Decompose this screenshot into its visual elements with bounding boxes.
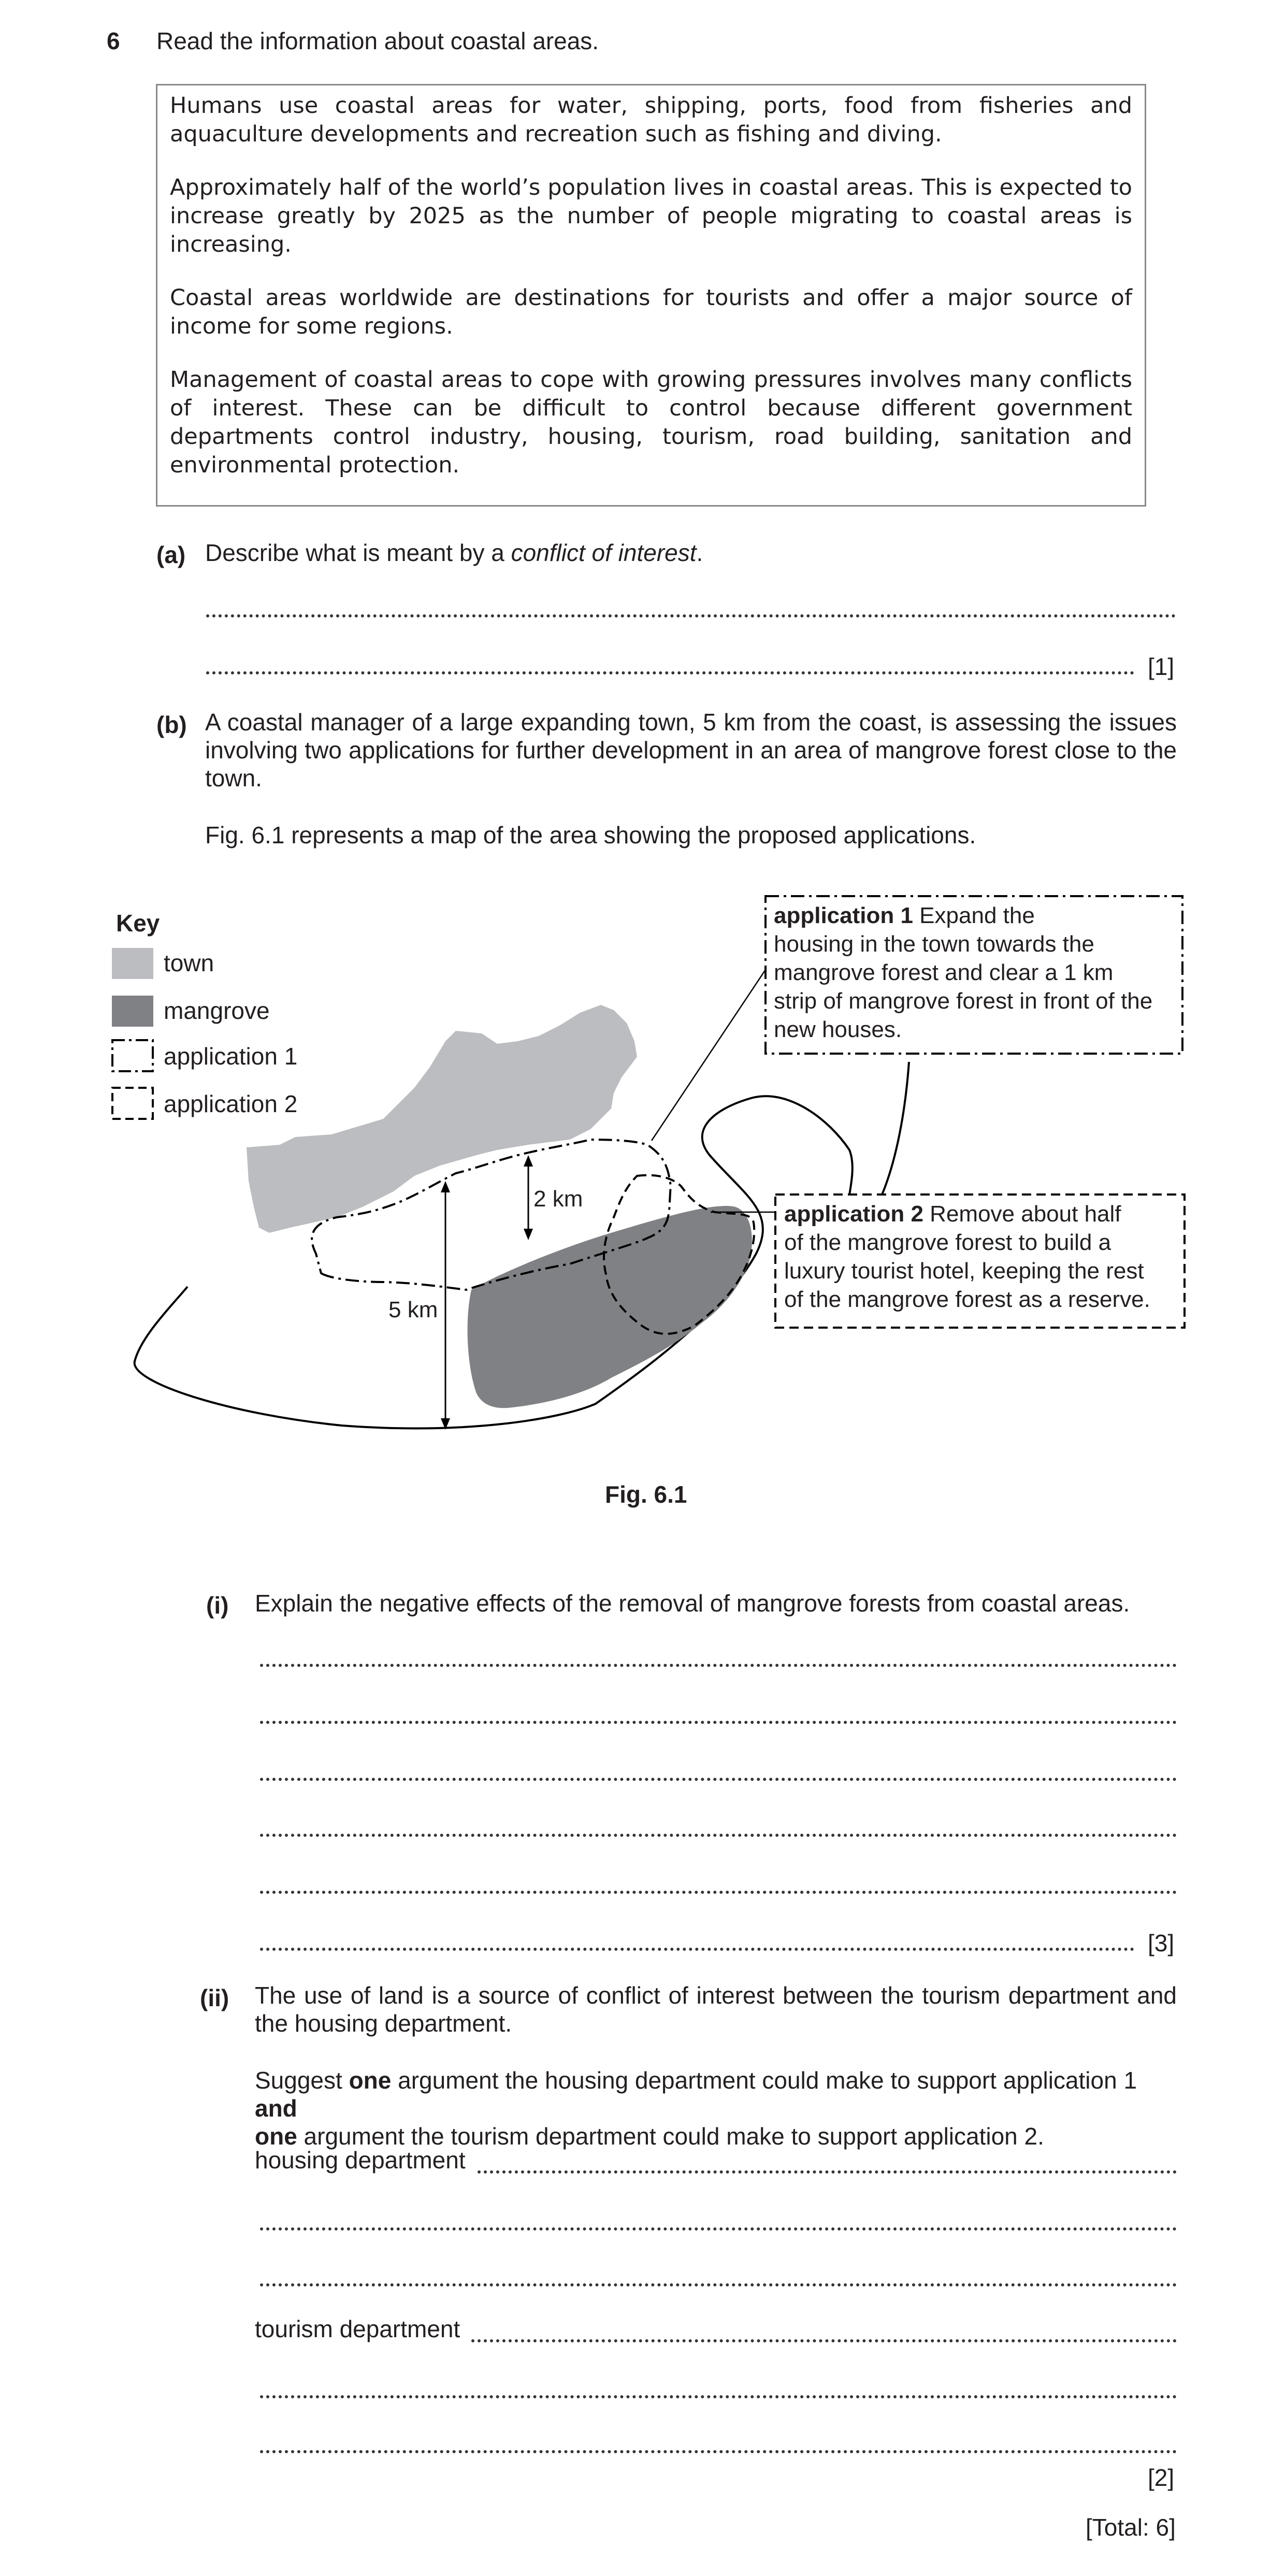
total-marks: [Total: 6] bbox=[1086, 2514, 1176, 2541]
key-swatch-town bbox=[112, 948, 153, 979]
part-b-ii-label: (ii) bbox=[200, 1984, 229, 2011]
application-2-line: of the mangrove forest as a reserve. bbox=[784, 1287, 1150, 1312]
arrowhead-2km-bottom bbox=[524, 1229, 533, 1240]
key-title: Key bbox=[116, 910, 160, 937]
tourism-department-label: tourism department bbox=[255, 2315, 460, 2342]
application-1-line: new houses. bbox=[774, 1017, 902, 1042]
answer-line-a2[interactable] bbox=[206, 671, 1134, 674]
part-a-text: Describe what is meant by a bbox=[205, 539, 511, 566]
suggest-emphasis: one bbox=[349, 2067, 392, 2094]
mangrove-area bbox=[468, 1206, 752, 1408]
key-swatch-application-2 bbox=[112, 1088, 153, 1119]
part-b-text: A coastal manager of a large expanding town, 5 km from the coast, is assessing the issues involving two applications for further development in an area of mangrove forest close to the town. bbox=[205, 709, 1177, 791]
part-b-i-label: (i) bbox=[206, 1592, 229, 1619]
suggest-text: Suggest bbox=[255, 2067, 349, 2094]
arrowhead-5km-top bbox=[441, 1181, 450, 1192]
answer-line-tourism-2[interactable] bbox=[260, 2395, 1177, 2398]
info-paragraph: Humans use coastal areas for water, shipping, ports, food from fisheries and aquaculture developments and recreation such as fishing and diving. bbox=[170, 93, 1132, 147]
arrowhead-2km-top bbox=[524, 1155, 533, 1167]
part-a-text-end: . bbox=[696, 539, 703, 566]
label-5km: 5 km bbox=[388, 1297, 438, 1322]
answer-line-housing-3[interactable] bbox=[260, 2283, 1177, 2286]
figure-caption: Fig. 6.1 bbox=[605, 1481, 687, 1508]
answer-line-tourism-3[interactable] bbox=[260, 2450, 1177, 2453]
question-intro: Read the information about coastal areas. bbox=[156, 27, 599, 54]
label-2km: 2 km bbox=[533, 1186, 583, 1212]
info-paragraph: Management of coastal areas to cope with growing pressures involves many conflicts of interest. These can be difficult to control because different government departments control industry, housing, tourism, road building, sanitation and environmental protection. bbox=[170, 367, 1132, 478]
answer-line-bi-6[interactable] bbox=[260, 1948, 1134, 1951]
answer-line-housing-2[interactable] bbox=[260, 2227, 1177, 2230]
answer-line-bi-1[interactable] bbox=[260, 1664, 1177, 1667]
key-swatch-application-1 bbox=[112, 1040, 153, 1071]
question-number: 6 bbox=[107, 27, 120, 54]
key-label-application-2: application 2 bbox=[164, 1090, 298, 1117]
answer-line-tourism-1[interactable] bbox=[471, 2339, 1177, 2342]
part-b-ii-text: The use of land is a source of conflict of interest between the tourism department and the housing department. bbox=[255, 1982, 1177, 2037]
application-1-line: strip of mangrove forest in front of the bbox=[774, 988, 1153, 1014]
answer-line-bi-4[interactable] bbox=[260, 1834, 1177, 1837]
suggest-emphasis: and bbox=[255, 2095, 297, 2122]
answer-line-bi-5[interactable] bbox=[260, 1891, 1177, 1894]
part-b-i-question: Explain the negative effects of the removal of mangrove forests from coastal areas. bbox=[255, 1590, 1130, 1617]
key-label-application-1: application 1 bbox=[164, 1043, 298, 1070]
application-2-line: Remove about half bbox=[923, 1201, 1121, 1227]
info-paragraph: Coastal areas worldwide are destinations for tourists and offer a major source of income for some regions. bbox=[170, 285, 1132, 339]
application-2-line: of the mangrove forest to build a bbox=[784, 1230, 1111, 1255]
suggest-text: argument the housing department could make to support application 1 bbox=[391, 2067, 1137, 2094]
answer-line-bi-2[interactable] bbox=[260, 1721, 1177, 1724]
application-1-description bbox=[774, 901, 1152, 1044]
application-2-line: luxury tourist hotel, keeping the rest bbox=[784, 1258, 1144, 1284]
part-a-label: (a) bbox=[156, 541, 186, 568]
application-1-line: housing in the town towards the bbox=[774, 931, 1094, 957]
housing-department-label: housing department bbox=[255, 2147, 466, 2174]
application-2-title: application 2 bbox=[784, 1201, 923, 1227]
information-box bbox=[156, 84, 1146, 507]
answer-line-housing-1[interactable] bbox=[478, 2170, 1177, 2174]
answer-line-a1[interactable] bbox=[206, 614, 1176, 617]
suggest-text: argument the tourism department could make to support application 2. bbox=[297, 2123, 1044, 2150]
key-swatch-mangrove bbox=[112, 996, 153, 1027]
info-paragraph: Approximately half of the world’s population lives in coastal areas. This is expected to increase greatly by 2025 as the number of people migrating to coastal areas is increasing. bbox=[170, 175, 1132, 257]
part-a-italic-term: conflict of interest bbox=[511, 539, 697, 566]
part-b-ii-suggest bbox=[255, 2066, 1177, 2150]
marks-a: [1] bbox=[1148, 653, 1175, 680]
application-1-line: Expand the bbox=[913, 903, 1035, 928]
key-label-mangrove: mangrove bbox=[164, 997, 270, 1024]
application-1-title: application 1 bbox=[774, 903, 913, 928]
marks-b-ii: [2] bbox=[1148, 2464, 1175, 2491]
marks-b-i: [3] bbox=[1148, 1930, 1175, 1956]
application-2-description bbox=[784, 1200, 1150, 1314]
fig-intro: Fig. 6.1 represents a map of the area showing the proposed applications. bbox=[205, 822, 976, 848]
part-a-question bbox=[205, 538, 703, 567]
suggest-emphasis: one bbox=[255, 2123, 297, 2150]
answer-line-bi-3[interactable] bbox=[260, 1778, 1177, 1781]
application-1-leader-line bbox=[652, 970, 766, 1141]
application-1-line: mangrove forest and clear a 1 km bbox=[774, 960, 1114, 985]
key-label-town: town bbox=[164, 949, 214, 976]
part-b-label: (b) bbox=[156, 711, 187, 738]
